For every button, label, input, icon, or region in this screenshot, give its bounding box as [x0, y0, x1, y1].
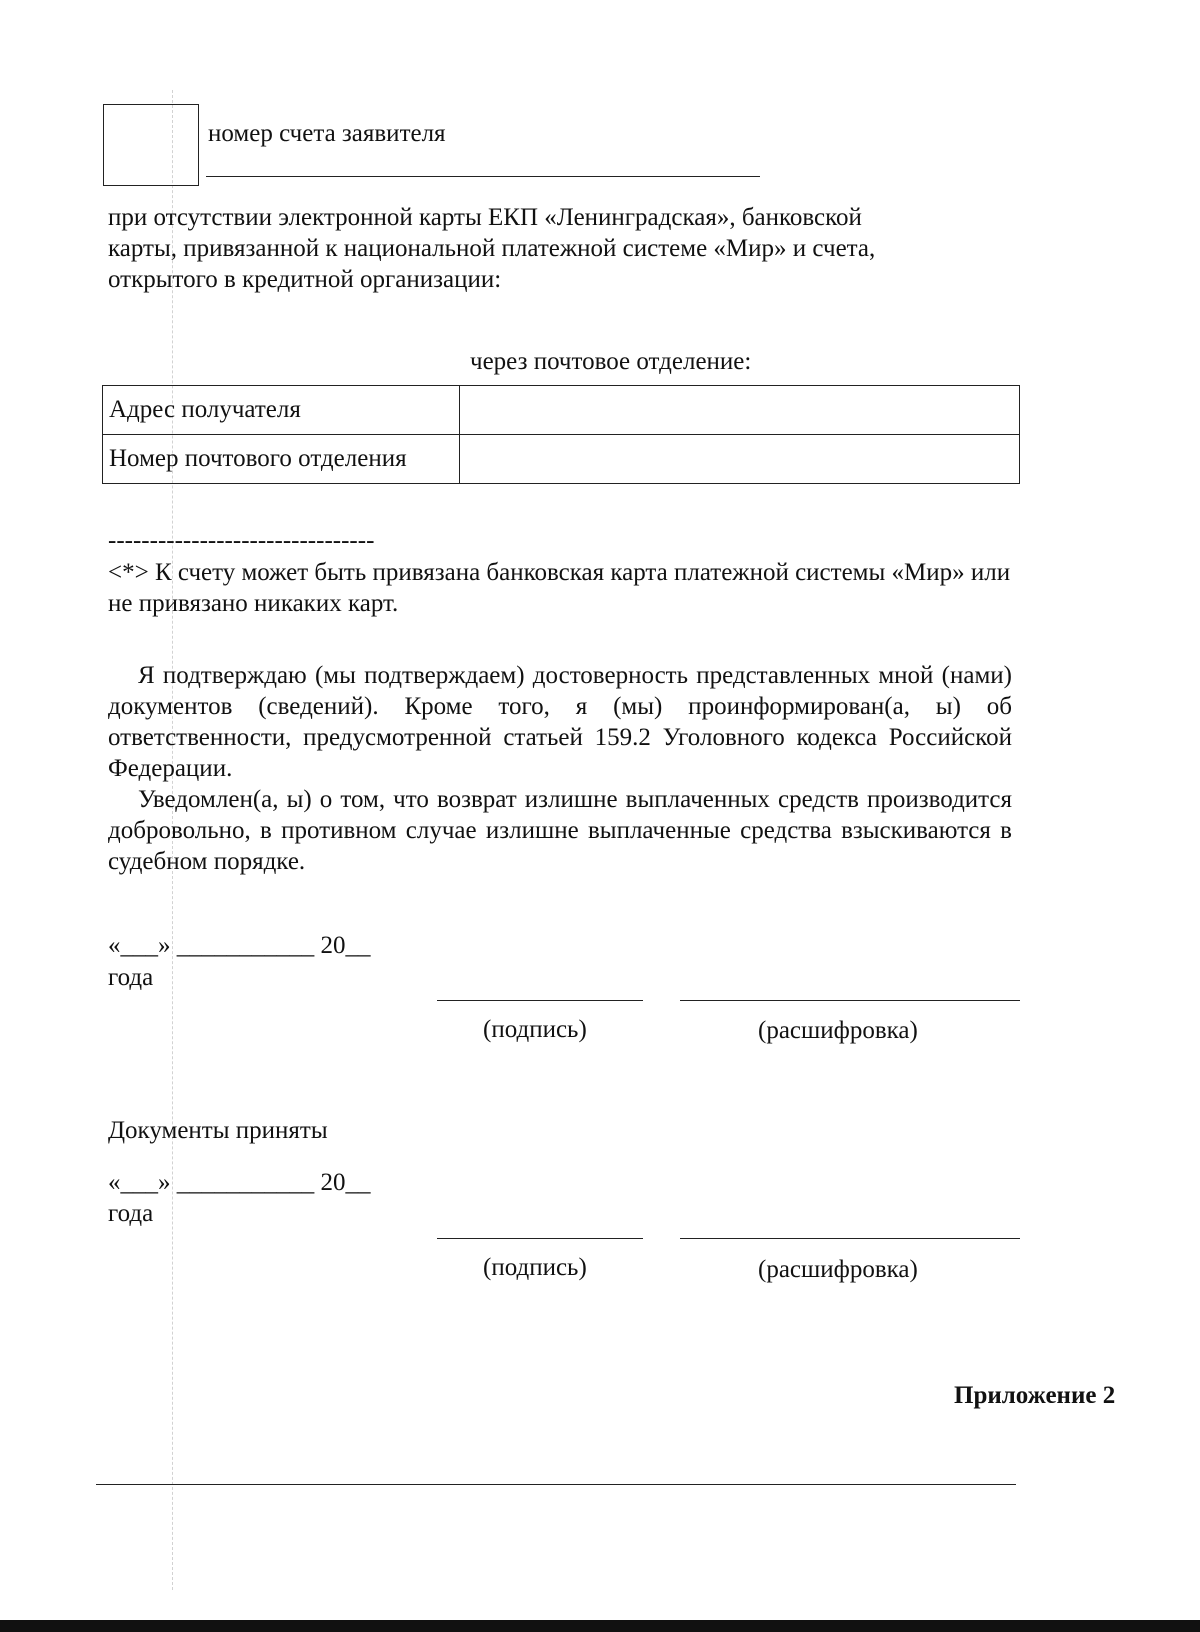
account-underline[interactable] — [206, 176, 760, 177]
signature-year-word: года — [108, 964, 154, 991]
no-card-line-3: открытого в кредитной организации: — [108, 266, 502, 293]
recipient-address-label: Адрес получателя — [103, 386, 460, 435]
footnote-separator: -------------------------------- — [108, 527, 375, 554]
account-number-box[interactable] — [103, 104, 199, 186]
no-card-paragraph — [108, 202, 1008, 295]
scan-bottom-edge — [0, 1620, 1200, 1632]
accepted-year-word: года — [108, 1200, 154, 1227]
signature-caption: (подпись) — [483, 1016, 587, 1043]
decode-caption: (расшифровка) — [758, 1017, 918, 1044]
footnote-line-1: <*> К счету может быть привязана банковская карта платежной системы «Мир» или — [108, 559, 1011, 586]
post-office-table — [102, 385, 1020, 484]
confirmation-paragraph: Я подтверждаю (мы подтверждаем) достоверность представленных мной (нами) документов (сведений). Кроме того, я (мы) проинформирован(а, ы) об ответственности, предусмотренной статьей 159.2 Уголовного кодекса Российской Федерации. — [108, 662, 1012, 782]
post-office-number-label: Номер почтового отделения — [103, 435, 460, 484]
table-row — [103, 435, 1020, 484]
notice-paragraph: Уведомлен(а, ы) о том, что возврат излишне выплаченных средств производится добровольно, в противном случае излишне выплаченные средства взыскиваются в судебном порядке. — [108, 786, 1012, 875]
accepted-date: «___» ___________ 20__ — [108, 1169, 371, 1196]
signature-line[interactable] — [437, 1000, 643, 1001]
accepted-signature-caption: (подпись) — [483, 1254, 587, 1281]
documents-accepted-title: Документы приняты — [108, 1117, 328, 1144]
no-card-line-1: при отсутствии электронной карты ЕКП «Ленинградская», банковской — [108, 204, 862, 231]
no-card-line-2: карты, привязанной к национальной платежной системе «Мир» и счета, — [108, 235, 876, 262]
accepted-signature-line[interactable] — [437, 1238, 643, 1239]
post-office-title: через почтовое отделение: — [470, 348, 752, 375]
bottom-rule — [96, 1484, 1016, 1485]
table-row — [103, 386, 1020, 435]
accepted-decode-caption: (расшифровка) — [758, 1256, 918, 1283]
accepted-decode-line[interactable] — [680, 1238, 1020, 1239]
signature-date: «___» ___________ 20__ — [108, 932, 371, 959]
confirmation-block — [108, 660, 1012, 877]
post-office-number-field[interactable] — [460, 435, 1020, 484]
recipient-address-field[interactable] — [460, 386, 1020, 435]
appendix-label: Приложение 2 — [954, 1382, 1116, 1409]
footnote-line-2: не привязано никаких карт. — [108, 590, 399, 617]
decode-line[interactable] — [680, 1000, 1020, 1001]
account-label: номер счета заявителя — [208, 120, 446, 147]
